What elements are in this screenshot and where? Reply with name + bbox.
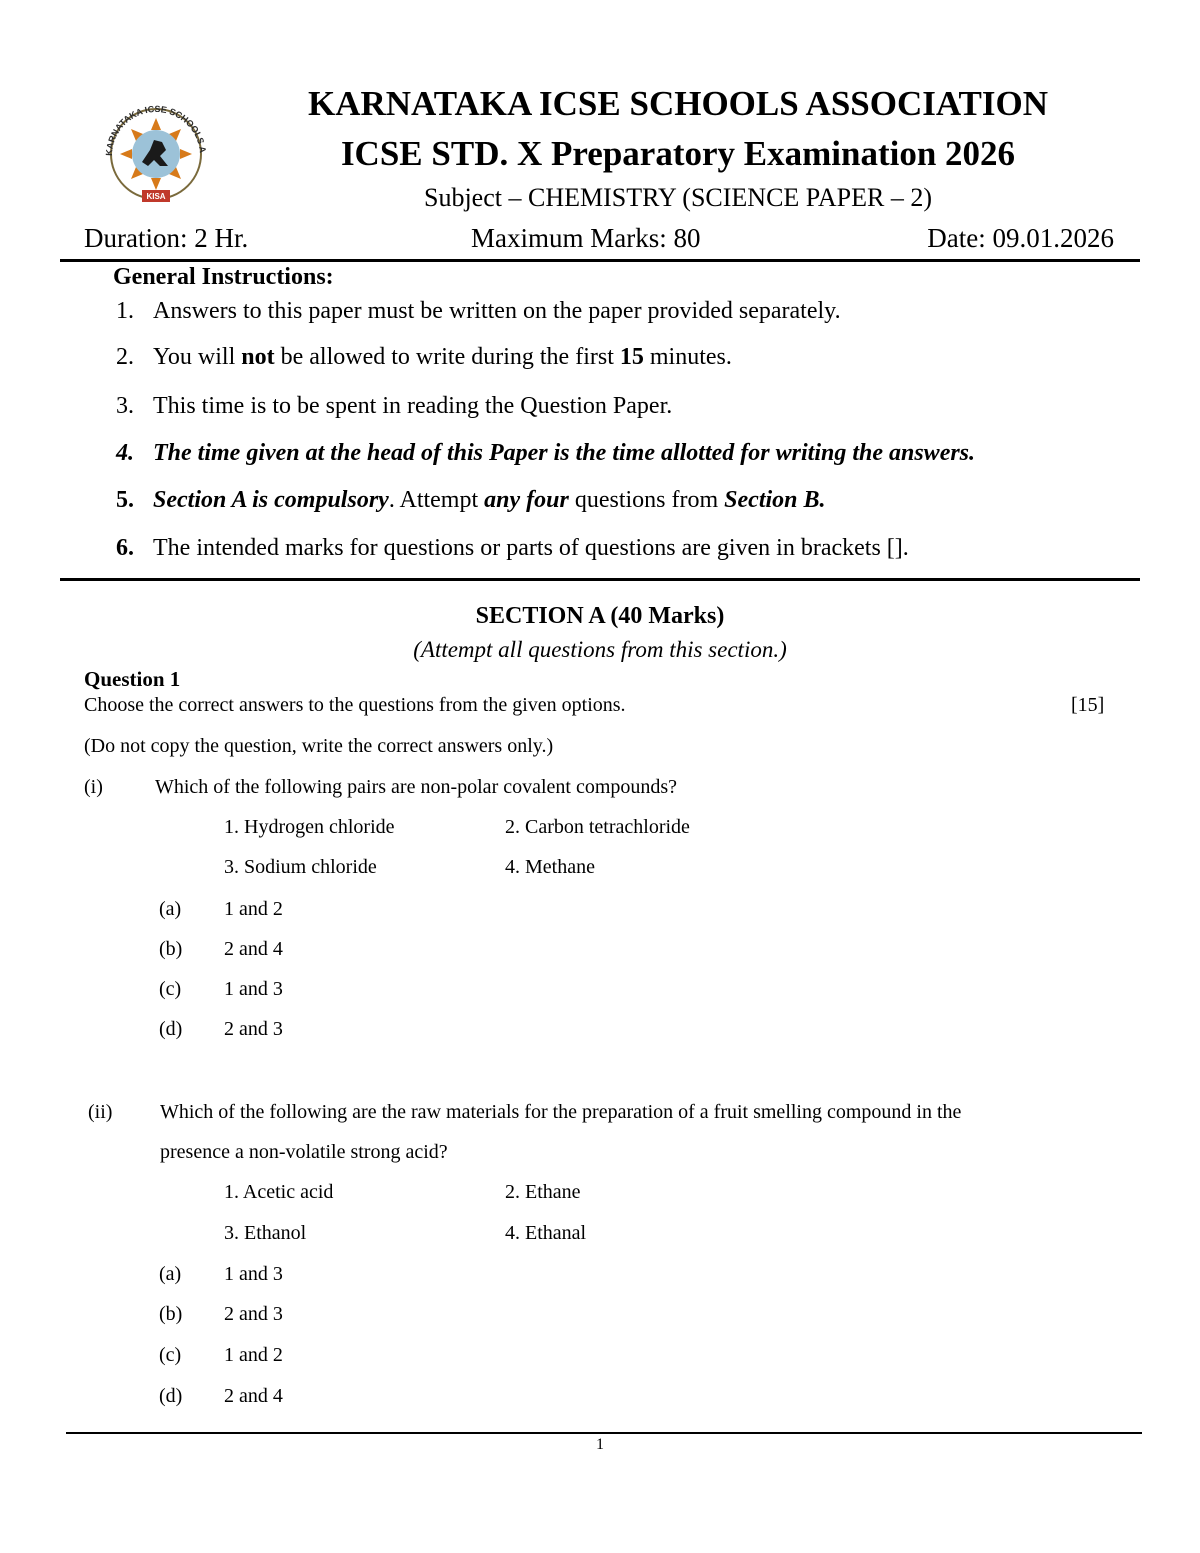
- compound-item: 3. Ethanol: [224, 1222, 307, 1244]
- option-text: 2 and 4: [224, 1385, 283, 1407]
- compound-item: 2. Ethane: [505, 1181, 581, 1203]
- instruction-number: 1.: [116, 298, 134, 324]
- section-a-subtitle: (Attempt all questions from this section.): [413, 637, 787, 662]
- logo-ring-text: KARNATAKA ICSE SCHOOLS A: [103, 103, 208, 157]
- instruction-5: [116, 487, 826, 514]
- option-label: (a): [159, 898, 182, 920]
- logo-badge-text: KISA: [146, 192, 166, 201]
- question-ii-text-line1: Which of the following are the raw materials for the preparation of a fruit smelling compound in the: [160, 1101, 962, 1123]
- instructions-heading: General Instructions:: [113, 264, 334, 290]
- instruction-number: 5.: [116, 487, 134, 513]
- footer-divider: [66, 1432, 1142, 1434]
- question-1-marks: [15]: [1071, 694, 1105, 716]
- question-ii-number: (ii): [88, 1101, 113, 1123]
- compound-item: 1. Acetic acid: [224, 1181, 334, 1203]
- option-label: (d): [159, 1385, 183, 1407]
- instruction-emphasis: 15: [619, 344, 644, 370]
- compound-item: 1. Hydrogen chloride: [224, 816, 395, 838]
- option-text: 1 and 3: [224, 1263, 283, 1285]
- instruction-number: 3.: [116, 393, 134, 419]
- organization-title: KARNATAKA ICSE SCHOOLS ASSOCIATION: [307, 84, 1049, 123]
- option-text: 1 and 3: [224, 978, 283, 1000]
- exam-title: ICSE STD. X Preparatory Examination 2026: [340, 134, 1016, 173]
- subject-line: Subject – CHEMISTRY (SCIENCE PAPER – 2): [423, 183, 932, 212]
- instruction-emphasis: any four: [484, 487, 569, 513]
- section-a-title: SECTION A (40 Marks): [475, 603, 725, 629]
- option-text: 2 and 3: [224, 1303, 283, 1325]
- instruction-3: [116, 393, 672, 420]
- header-divider: [60, 259, 1140, 262]
- compound-item: 3. Sodium chloride: [224, 856, 377, 878]
- page-number: 1: [596, 1436, 604, 1453]
- option-label: (b): [159, 938, 183, 960]
- instruction-text: Answers to this paper must be written on the paper provided separately.: [153, 298, 841, 324]
- instruction-1: [116, 298, 841, 325]
- instruction-text: The intended marks for questions or parts of questions are given in brackets [].: [153, 535, 909, 561]
- compound-item: 4. Ethanal: [505, 1222, 587, 1244]
- option-text: 2 and 4: [224, 938, 283, 960]
- compound-item: 2. Carbon tetrachloride: [505, 816, 690, 838]
- exam-date: Date: 09.01.2026: [927, 223, 1114, 253]
- question-1-prompt: Choose the correct answers to the questions from the given options.: [84, 694, 626, 716]
- instruction-text: This time is to be spent in reading the Question Paper.: [153, 393, 673, 419]
- instruction-number: 6.: [116, 535, 134, 561]
- instruction-text: minutes.: [643, 344, 732, 370]
- instructions-divider: [60, 578, 1140, 581]
- instruction-emphasis: not: [241, 344, 275, 370]
- question-1-heading: Question 1: [84, 667, 181, 691]
- instruction-text: be allowed to write during the first: [274, 344, 620, 370]
- question-1-note: (Do not copy the question, write the correct answers only.): [84, 735, 554, 757]
- question-ii-text-line2: presence a non-volatile strong acid?: [160, 1141, 448, 1163]
- option-text: 1 and 2: [224, 898, 283, 920]
- instruction-number: 2.: [116, 344, 134, 370]
- instruction-6: [116, 535, 909, 562]
- option-label: (c): [159, 978, 182, 1000]
- instruction-2: [116, 344, 732, 371]
- option-text: 1 and 2: [224, 1344, 283, 1366]
- instruction-text: The time given at the head of this Paper is the time allotted for writing the answers.: [153, 440, 976, 466]
- instruction-number: 4.: [116, 440, 134, 466]
- option-label: (a): [159, 1263, 182, 1285]
- instruction-4: [116, 440, 975, 467]
- compound-item: 4. Methane: [505, 856, 595, 878]
- duration: Duration: 2 Hr.: [84, 223, 249, 253]
- instruction-text: You will: [153, 344, 242, 370]
- option-label: (c): [159, 1344, 182, 1366]
- maximum-marks: Maximum Marks: 80: [471, 223, 701, 253]
- option-text: 2 and 3: [224, 1018, 283, 1040]
- association-logo: [84, 84, 224, 214]
- option-label: (b): [159, 1303, 183, 1325]
- instruction-emphasis: Section A is compulsory: [153, 487, 389, 513]
- instruction-text: . Attempt: [388, 487, 485, 513]
- instruction-emphasis: Section B.: [724, 487, 826, 513]
- instruction-text: questions from: [568, 487, 725, 513]
- question-i-text: Which of the following pairs are non-polar covalent compounds?: [155, 776, 678, 798]
- question-i-number: (i): [84, 776, 103, 798]
- option-label: (d): [159, 1018, 183, 1040]
